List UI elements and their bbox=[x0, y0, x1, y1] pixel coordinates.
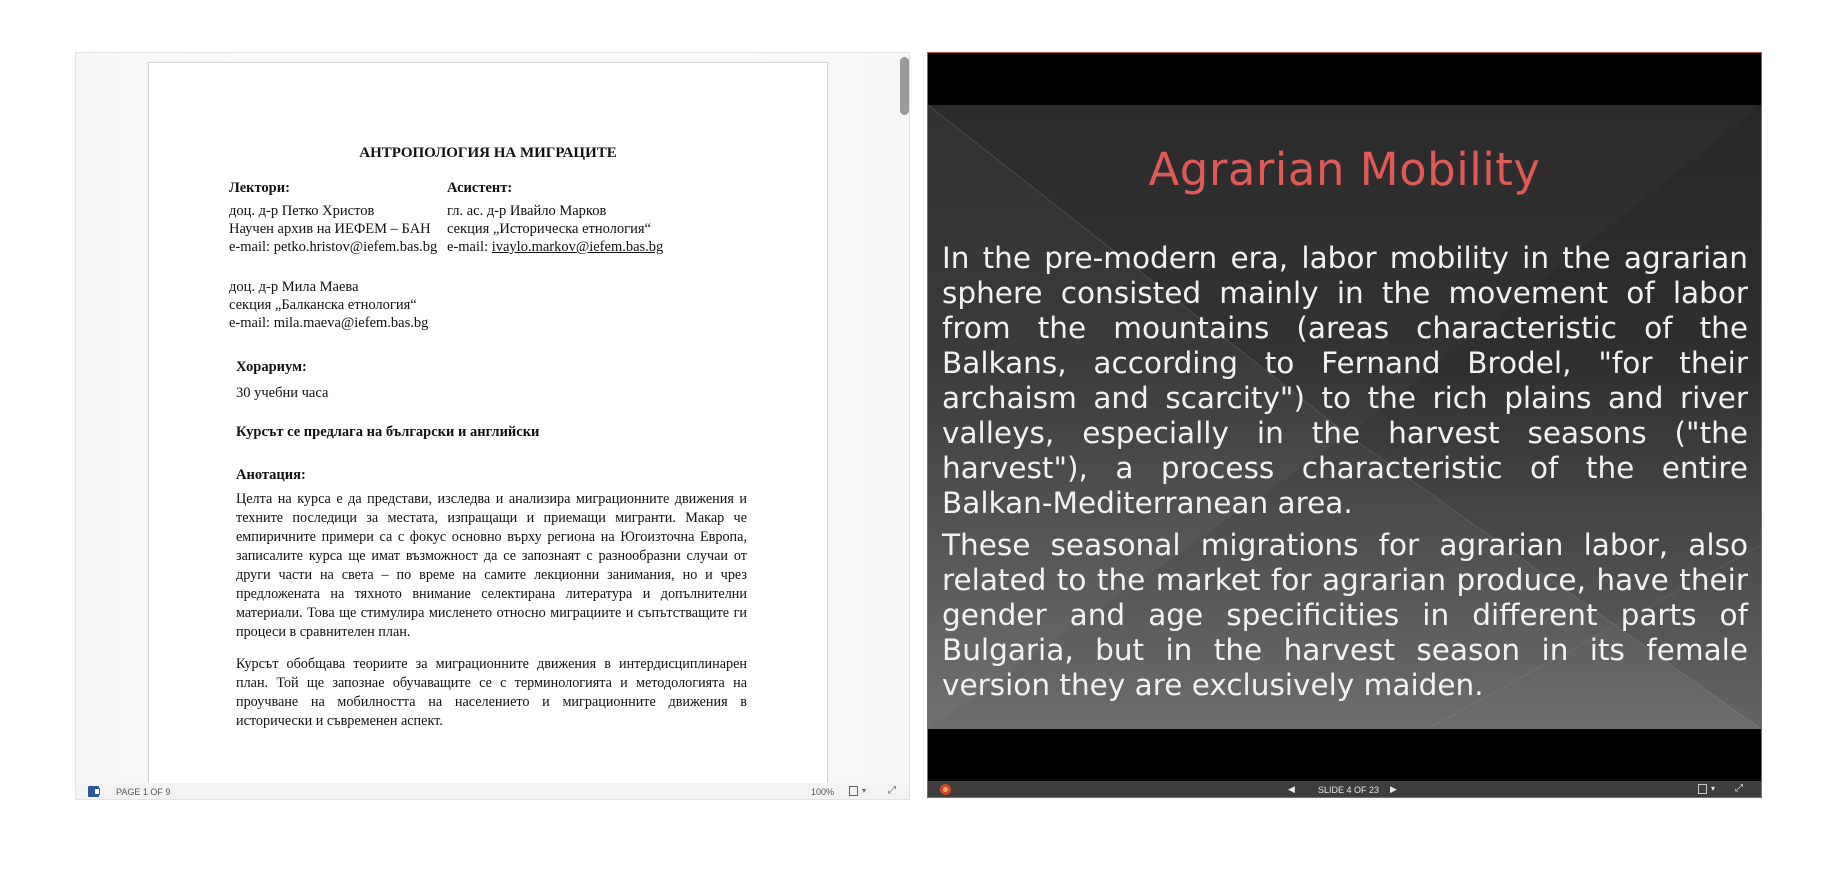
lecturers-label: Лектори: bbox=[229, 180, 290, 196]
annotation-paragraph-1: Целта на курса е да представи, изследва и анализира миграционните движения и техните последици за местата, изпращащи и приемащи мигранти. Макар че емпиричните примери са с фокус основно върху региона на Югоизточна Европа, записалите курса ще имат възможност да се запознаят с разнообразни случаи от други части на света – по време на самите лекционни занимания, но и чрез предложената на тяхното внимание селектирана литература и допълнителни материали. Това ще стимулира мисленето относно миграциите и съпътстващите ги процеси в сравнителен план. bbox=[236, 491, 747, 640]
assistant-section: секция „Историческа етнология“ bbox=[447, 221, 651, 237]
document-title: АНТРОПОЛОГИЯ НА МИГРАЦИТЕ bbox=[359, 145, 617, 161]
assistant-email-prefix: e-mail: bbox=[447, 239, 492, 255]
annotation-label: Анотация: bbox=[236, 467, 306, 483]
chevron-down-icon[interactable]: ▾ bbox=[1711, 784, 1716, 793]
slide bbox=[928, 105, 1761, 729]
lecturer2-section: секция „Балканска етнология“ bbox=[229, 297, 417, 313]
word-app-icon bbox=[88, 786, 99, 797]
hours-value: 30 учебни часа bbox=[236, 385, 329, 401]
document-page bbox=[148, 62, 828, 783]
lecturer1-affiliation: Научен архив на ИЕФЕМ – БАН bbox=[229, 221, 431, 237]
slide-paragraph-2: These seasonal migrations for agrarian labor, also related to the market for agrarian produce, have their gender and age specificities in different parts of Bulgaria, but in the harvest season in its female version they are exclusively maiden. bbox=[942, 528, 1748, 702]
hours-label: Хорариум: bbox=[236, 359, 307, 375]
assistant-label: Асистент: bbox=[447, 180, 513, 196]
zoom-level[interactable]: 100% bbox=[811, 787, 835, 797]
assistant-email-link[interactable]: ivaylo.markov@iefem.bas.bg bbox=[491, 239, 664, 255]
vertical-scrollbar-thumb[interactable] bbox=[900, 57, 909, 115]
assistant-name: гл. ас. д-р Ивайло Марков bbox=[447, 203, 607, 219]
slide-title: Agrarian Mobility bbox=[1148, 143, 1541, 196]
word-viewer bbox=[75, 52, 910, 800]
fullscreen-icon[interactable]: ⤢ bbox=[888, 785, 896, 796]
slide-paragraph-1: In the pre-modern era, labor mobility in the agrarian sphere consisted mainly in the movement of labor from the mountains (areas characteristic of the Balkans, according to Fernand Brodel, "for their archaism and scarcity") to the rich plains and river valleys, especially in the harvest seasons ("the harvest"), a process characteristic of the entire Balkan-Mediterranean area. bbox=[942, 241, 1748, 520]
page-indicator: PAGE 1 OF 9 bbox=[116, 787, 171, 797]
ppt-viewer bbox=[927, 52, 1762, 798]
annotation-paragraph-2: Курсът обобщава теориите за миграционните движения в интердисциплинарен план. Той ще запознае обучаващите се с терминологията и методологията на проучване на мобилността на населението и миграционните движения в исторически и съвременен аспект. bbox=[236, 656, 747, 729]
lecturer2-email: e-mail: mila.maeva@iefem.bas.bg bbox=[229, 315, 429, 331]
language-line: Курсът се предлага на български и английски bbox=[236, 424, 540, 440]
ppt-status-bar bbox=[928, 781, 1761, 798]
lecturer1-name: доц. д-р Петко Христов bbox=[229, 203, 375, 219]
view-mode-icon[interactable] bbox=[849, 786, 858, 796]
next-slide-icon[interactable]: ▶ bbox=[1390, 784, 1397, 794]
fullscreen-icon[interactable]: ⤢ bbox=[1735, 783, 1743, 794]
lecturer1-email: e-mail: petko.hristov@iefem.bas.bg bbox=[229, 239, 438, 255]
powerpoint-app-icon bbox=[940, 784, 951, 795]
slide-indicator: SLIDE 4 OF 23 bbox=[1318, 785, 1380, 795]
assistant-email-line bbox=[447, 239, 663, 256]
lecturer2-name: доц. д-р Мила Маева bbox=[229, 279, 359, 295]
word-status-bar bbox=[76, 783, 910, 800]
view-mode-icon[interactable] bbox=[1698, 784, 1707, 794]
document-scroll-area[interactable] bbox=[76, 53, 910, 783]
previous-slide-icon[interactable]: ◀ bbox=[1288, 784, 1295, 794]
chevron-down-icon[interactable]: ▾ bbox=[862, 786, 867, 795]
